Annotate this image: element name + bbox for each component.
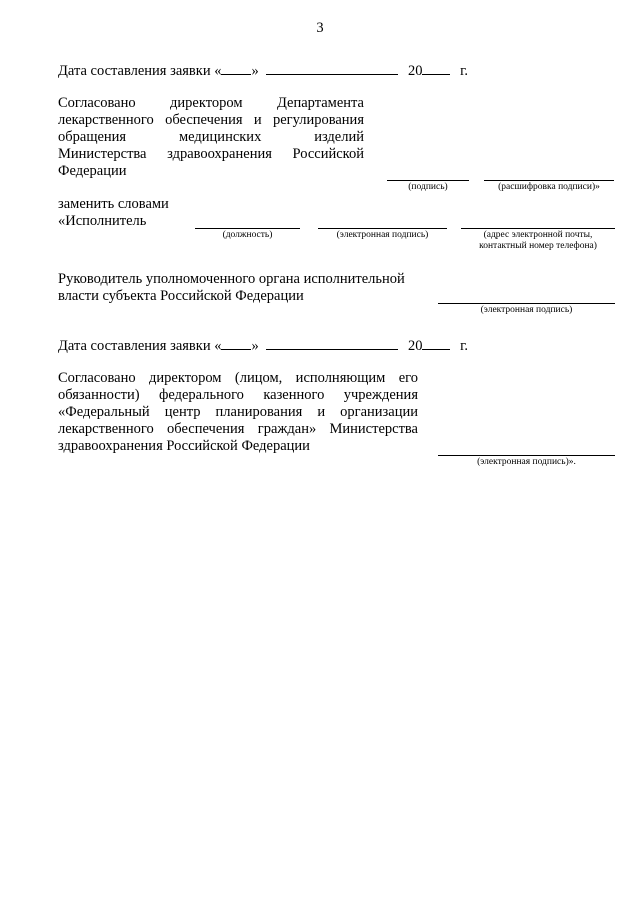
signature-decode-line: [484, 180, 614, 181]
esign-line: [318, 228, 447, 229]
agreed-2-line: обязанности) федерального казенного учреждения: [58, 387, 418, 403]
signature-line: [387, 180, 469, 181]
date-prefix: Дата составления заявки «: [58, 63, 222, 79]
position-caption: (должность): [222, 230, 273, 240]
head-esign-caption: (электронная подпись): [480, 305, 573, 315]
year-prefix: 20: [407, 63, 423, 79]
agreed-1-line: лекарственного обеспечения и регулирования: [58, 112, 364, 128]
day-blank: [221, 336, 251, 350]
agreed-paragraph-1: [58, 95, 364, 180]
agreed-2-line: здравоохранения Российской Федерации: [58, 438, 310, 454]
head-authority-line: Руководитель уполномоченного органа исполнительной: [58, 271, 405, 287]
day-blank: [221, 61, 251, 75]
agreed-1-line: Согласовано директором Департамента: [58, 95, 364, 111]
year-blank: [422, 61, 450, 75]
month-blank: [266, 61, 398, 75]
position-line: [195, 228, 300, 229]
year-blank: [422, 336, 450, 350]
date-line-2: [58, 336, 468, 355]
date-line-1: [58, 61, 468, 80]
agreed-2-line: «Федеральный центр планирования и организации: [58, 404, 418, 420]
signature-decode-caption: (расшифровка подписи)»: [498, 182, 600, 192]
signature-caption: (подпись): [408, 182, 448, 192]
head-authority: [58, 271, 405, 305]
agreed-2-line: лекарственного обеспечения граждан» Министерства: [58, 421, 418, 437]
executor-label: «Исполнитель: [58, 213, 147, 229]
contact-caption-1: (адрес электронной почты,: [483, 230, 593, 240]
month-blank: [266, 336, 398, 350]
contact-line: [461, 228, 615, 229]
agreed-1-line: Федерации: [58, 163, 127, 179]
head-esign-line: [438, 303, 615, 304]
date-mid: »: [251, 63, 259, 79]
agreed-1-line: обращения медицинских изделий: [58, 129, 364, 145]
final-esign-caption: (электронная подпись)».: [477, 457, 576, 467]
page-number: 3: [316, 20, 324, 36]
year-suffix: г.: [460, 63, 469, 79]
final-esign-line: [438, 455, 615, 456]
year-prefix: 20: [407, 338, 423, 354]
replace-words: заменить словами: [58, 196, 169, 212]
head-authority-line: власти субъекта Российской Федерации: [58, 288, 304, 304]
agreed-2-line: Согласовано директором (лицом, исполняющим его: [58, 370, 418, 386]
agreed-paragraph-2: [58, 370, 418, 455]
contact-caption-2: контактный номер телефона): [479, 241, 597, 251]
esign-caption: (электронная подпись): [336, 230, 429, 240]
year-suffix: г.: [460, 338, 469, 354]
date-prefix: Дата составления заявки «: [58, 338, 222, 354]
date-mid: »: [251, 338, 259, 354]
agreed-1-line: Министерства здравоохранения Российской: [58, 146, 364, 162]
